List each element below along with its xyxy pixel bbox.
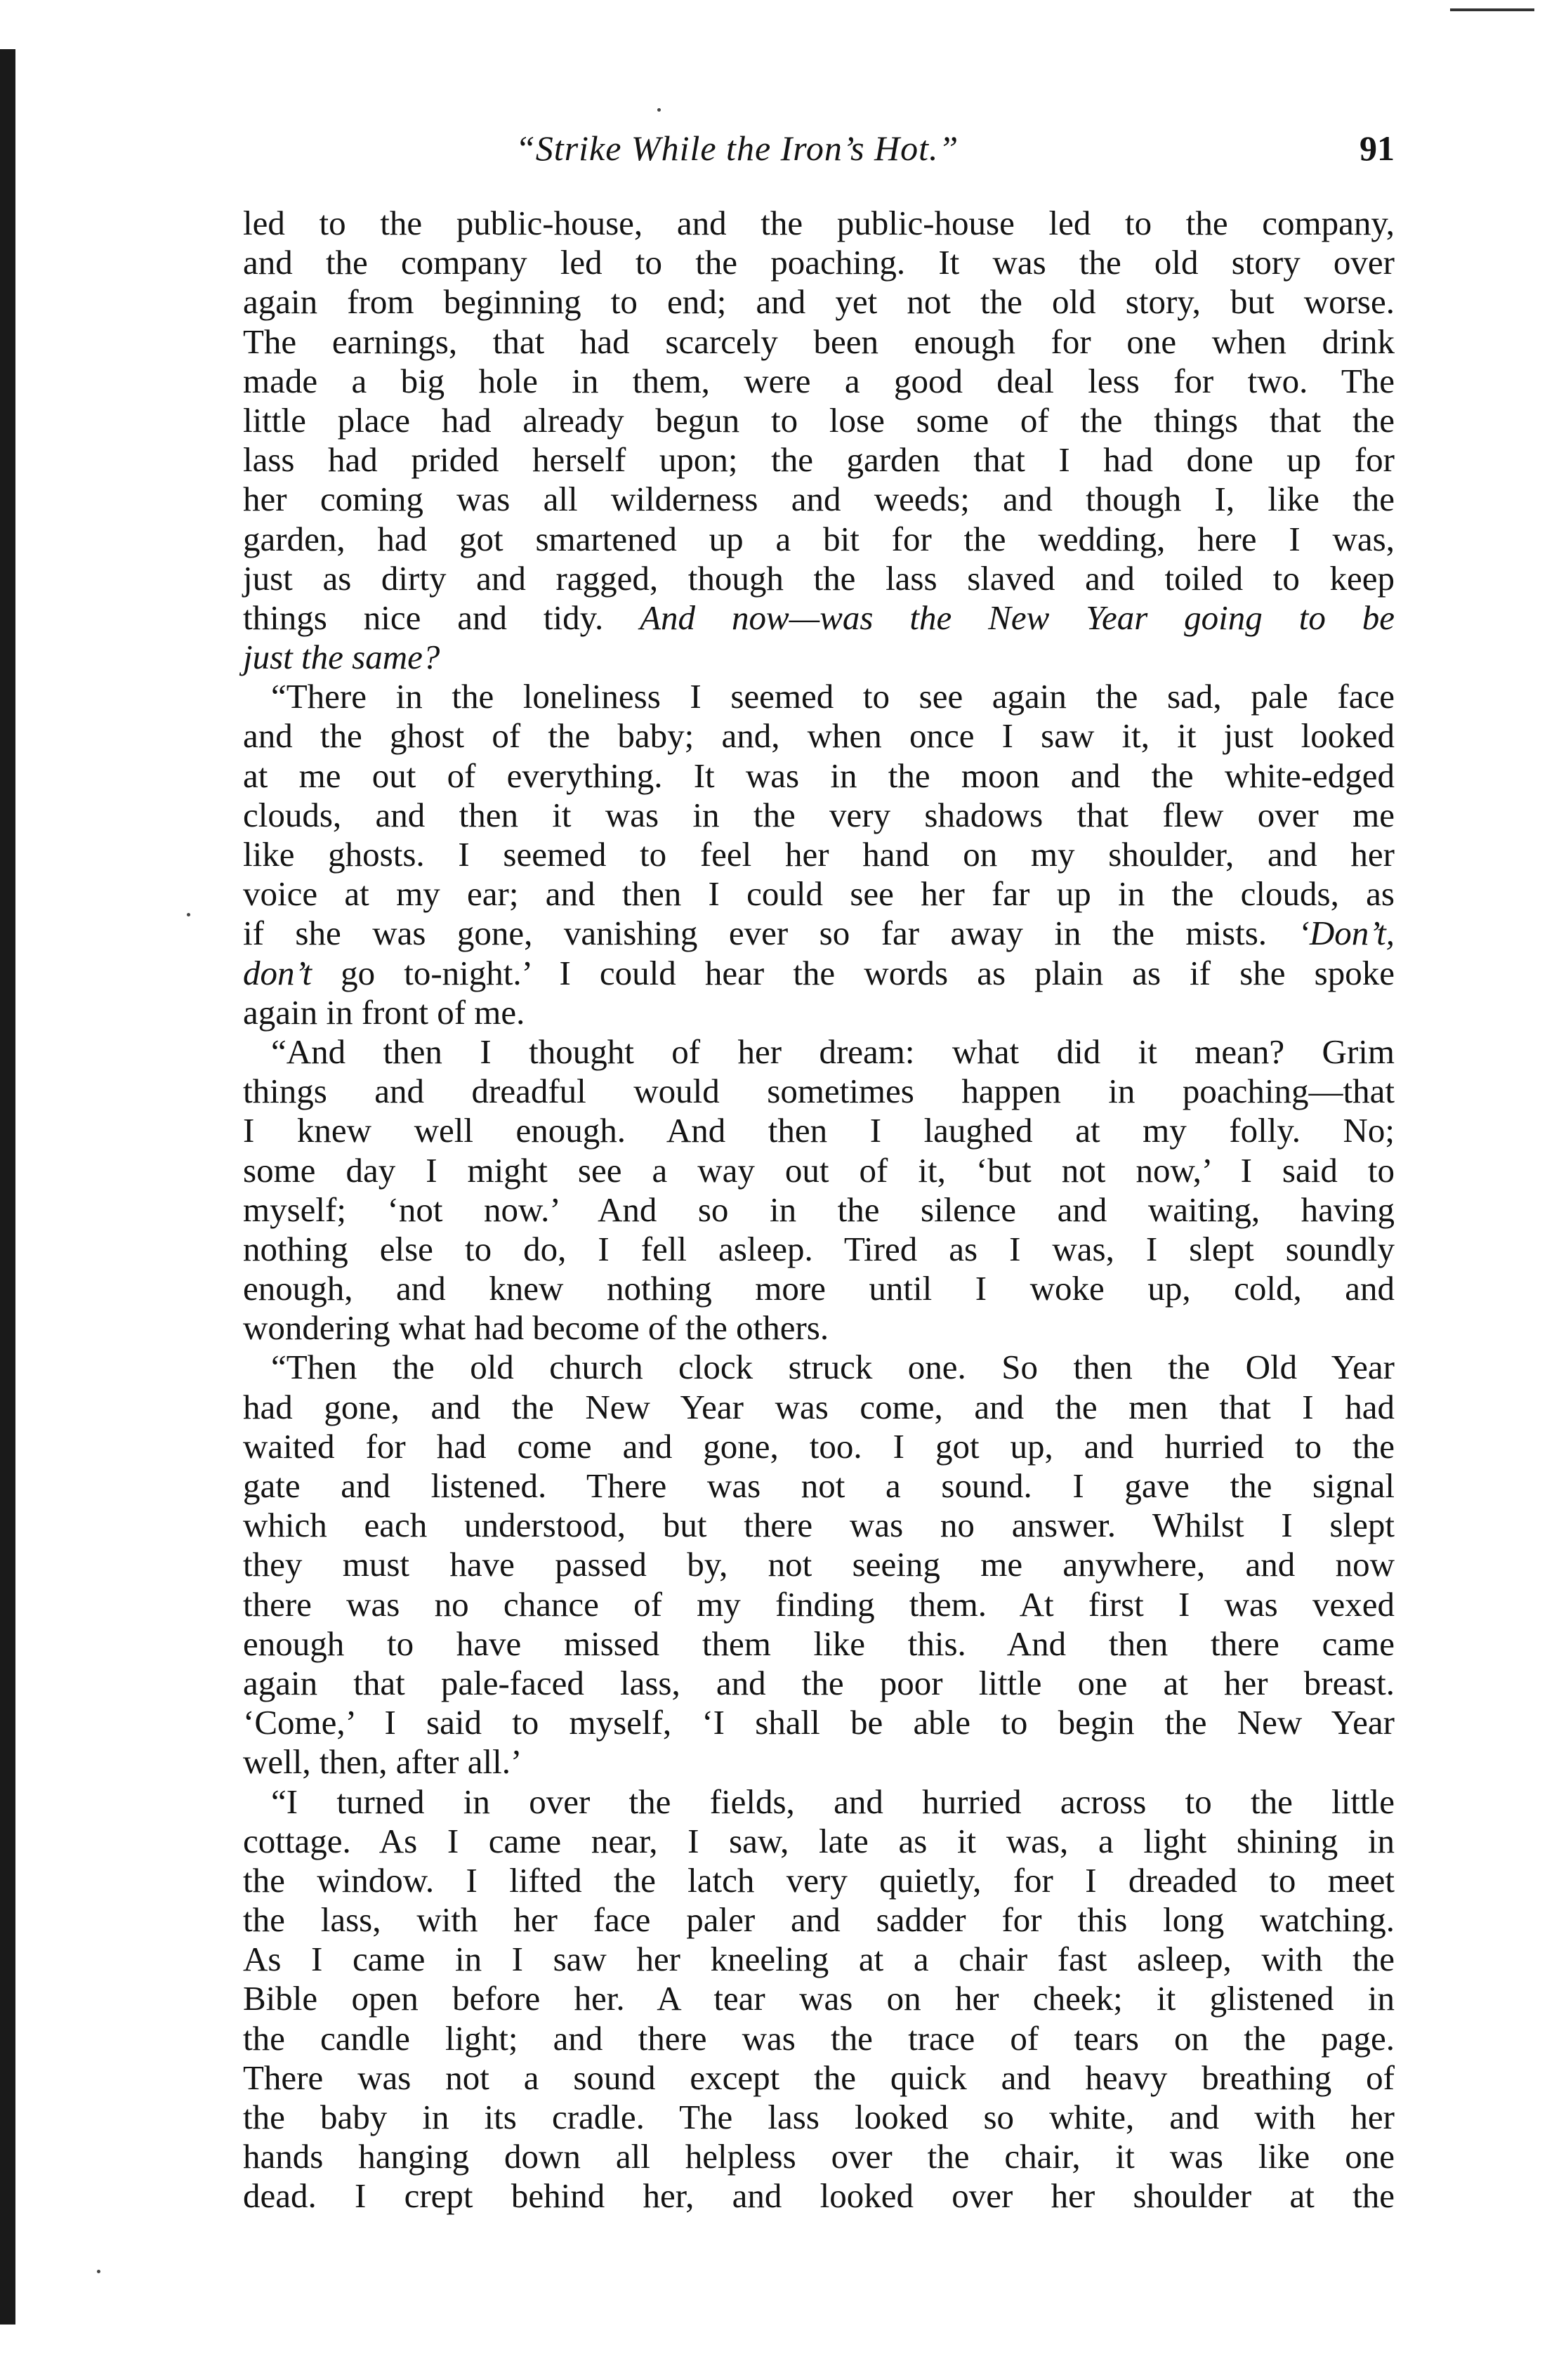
- text-span: her coming was all wilderness and weeds; and though I, like the: [243, 480, 1395, 519]
- text-line: [243, 1111, 1395, 1150]
- text-span: at me out of everything. It was in the moon and the white-edged: [243, 756, 1395, 795]
- text-span: Bible open before her. A tear was on her cheek; it glistened in: [243, 1979, 1395, 2018]
- text-line: [243, 1624, 1395, 1664]
- text-line: [243, 1900, 1395, 1940]
- text-span: “I turned in over the fields, and hurried across to the little: [271, 1782, 1395, 1821]
- text-line: [243, 874, 1395, 914]
- italic-span: just the same?: [243, 638, 440, 677]
- text-line: [243, 1979, 1395, 2018]
- text-span: wondering what had become of the others.: [243, 1308, 829, 1348]
- text-line: [243, 243, 1395, 282]
- text-line: [243, 914, 1395, 953]
- text-span: lass had prided herself upon; the garden that I had done up for: [243, 440, 1395, 480]
- text-line: [243, 1466, 1395, 1506]
- text-line: [243, 756, 1395, 796]
- text-line: [243, 1190, 1395, 1230]
- italic-span: ‘Don’t,: [1298, 914, 1395, 953]
- text-line: [243, 1032, 1395, 1072]
- text-line: [243, 1230, 1395, 1269]
- running-title: “Strike While the Iron’s Hot.”: [515, 129, 959, 168]
- text-span: made a big hole in them, were a good deal less for two. The: [243, 361, 1395, 400]
- text-line: [243, 520, 1395, 559]
- text-line: [243, 1545, 1395, 1584]
- text-span: if she was gone, vanishing ever so far away in the mists.: [243, 914, 1298, 953]
- text-span: and the ghost of the baby; and, when once I saw it, it just looked: [243, 716, 1395, 756]
- text-span: had gone, and the New Year was come, and the men that I had: [243, 1387, 1395, 1426]
- page-header: [243, 128, 1395, 177]
- page-spine-edge: [0, 49, 15, 2325]
- text-span: “Then the old church clock struck one. So then the Old Year: [271, 1348, 1395, 1387]
- text-span: they must have passed by, not seeing me anywhere, and now: [243, 1545, 1395, 1584]
- text-span: like ghosts. I seemed to feel her hand on my shoulder, and her: [243, 835, 1395, 874]
- text-span: the baby in its cradle. The lass looked so white, and with her: [243, 2098, 1395, 2136]
- text-line: [243, 1742, 1395, 1782]
- text-span: There was not a sound except the quick and heavy breathing of: [243, 2058, 1395, 2097]
- text-line: [243, 638, 1395, 677]
- text-line: [243, 2058, 1395, 2098]
- text-span: enough to have missed them like this. And then there came: [243, 1624, 1395, 1663]
- top-rule: [1450, 8, 1534, 11]
- text-span: myself; ‘not now.’ And so in the silence and waiting, having: [243, 1190, 1395, 1229]
- body-text: [243, 204, 1395, 2216]
- text-span: go to-night.’ I could hear the words as plain as if she spoke: [312, 953, 1395, 992]
- text-line: [243, 204, 1395, 243]
- text-line: [243, 1072, 1395, 1111]
- text-line: [243, 835, 1395, 874]
- text-span: “There in the loneliness I seemed to see again the sad, pale face: [271, 677, 1395, 716]
- text-span: nothing else to do, I fell asleep. Tired as I was, I slept soundly: [243, 1229, 1395, 1268]
- text-line: [243, 2137, 1395, 2176]
- text-span: As I came in I saw her kneeling at a chair fast asleep, with the: [243, 1940, 1395, 1979]
- text-line: [243, 677, 1395, 716]
- text-span: the candle light; and there was the trace of tears on the page.: [243, 2018, 1395, 2058]
- text-line: [243, 2019, 1395, 2058]
- text-span: cottage. As I came near, I saw, late as it was, a light shining in: [243, 1821, 1395, 1860]
- italic-span: don’t: [243, 953, 312, 992]
- text-span: again in front of me.: [243, 992, 525, 1032]
- text-line: [243, 401, 1395, 440]
- text-line: [243, 1348, 1395, 1387]
- speck: [97, 2270, 100, 2273]
- page-number: 91: [1360, 129, 1395, 168]
- text-span: dead. I crept behind her, and looked over her shoulder at the: [243, 2176, 1395, 2216]
- text-line: [243, 1506, 1395, 1545]
- text-span: clouds, and then it was in the very shadows that flew over me: [243, 795, 1395, 834]
- text-span: things and dreadful would sometimes happen in poaching—that: [243, 1072, 1395, 1111]
- text-line: [243, 282, 1395, 322]
- text-line: [243, 1703, 1395, 1742]
- text-span: I knew well enough. And then I laughed at my folly. No;: [243, 1111, 1395, 1150]
- text-line: [243, 2098, 1395, 2137]
- text-span: things nice and tidy.: [243, 598, 640, 637]
- text-line: [243, 993, 1395, 1032]
- text-span: which each understood, but there was no answer. Whilst I slept: [243, 1506, 1395, 1545]
- text-line: [243, 796, 1395, 835]
- text-span: again that pale-faced lass, and the poor little one at her breast.: [243, 1663, 1395, 1702]
- speck: [657, 108, 661, 112]
- text-line: [243, 1585, 1395, 1624]
- text-span: well, then, after all.’: [243, 1742, 522, 1782]
- text-span: voice at my ear; and then I could see her far up in the clouds, as: [243, 874, 1395, 914]
- text-line: [243, 1151, 1395, 1190]
- text-line: [243, 716, 1395, 756]
- text-span: led to the public-house, and the public-house led to the company,: [243, 204, 1395, 242]
- text-line: [243, 1782, 1395, 1822]
- text-span: waited for had come and gone, too. I got up, and hurried to the: [243, 1426, 1395, 1466]
- text-line: [243, 598, 1395, 638]
- text-line: [243, 1861, 1395, 1900]
- text-span: the window. I lifted the latch very quietly, for I dreaded to meet: [243, 1860, 1395, 1900]
- text-line: [243, 1269, 1395, 1308]
- text-span: and the company led to the poaching. It was the old story over: [243, 243, 1395, 282]
- text-line: [243, 1427, 1395, 1466]
- text-line: [243, 1388, 1395, 1427]
- text-line: [243, 954, 1395, 993]
- text-span: garden, had got smartened up a bit for the wedding, here I was,: [243, 519, 1395, 558]
- text-line: [243, 440, 1395, 480]
- text-span: The earnings, that had scarcely been enough for one when drink: [243, 322, 1395, 361]
- text-line: [243, 559, 1395, 598]
- text-span: the lass, with her face paler and sadder for this long watching.: [243, 1900, 1395, 1940]
- text-span: “And then I thought of her dream: what did it mean? Grim: [271, 1032, 1395, 1071]
- text-span: again from beginning to end; and yet not the old story, but worse.: [243, 282, 1395, 322]
- text-line: [243, 1822, 1395, 1861]
- text-line: [243, 480, 1395, 519]
- speck: [187, 913, 190, 916]
- text-span: just as dirty and ragged, though the lass slaved and toiled to keep: [243, 558, 1395, 598]
- text-line: [243, 2176, 1395, 2216]
- text-span: there was no chance of my finding them. At first I was vexed: [243, 1584, 1395, 1624]
- text-span: gate and listened. There was not a sound. I gave the signal: [243, 1466, 1395, 1505]
- text-line: [243, 362, 1395, 401]
- text-line: [243, 1940, 1395, 1979]
- italic-span: And now—was the New Year going to be: [640, 598, 1395, 637]
- text-span: hands hanging down all helpless over the chair, it was like one: [243, 2137, 1395, 2176]
- text-line: [243, 1308, 1395, 1348]
- text-span: little place had already begun to lose some of the things that the: [243, 400, 1395, 440]
- text-span: enough, and knew nothing more until I woke up, cold, and: [243, 1269, 1395, 1308]
- text-span: some day I might see a way out of it, ‘but not now,’ I said to: [243, 1150, 1395, 1190]
- text-span: ‘Come,’ I said to myself, ‘I shall be able to begin the New Year: [243, 1703, 1395, 1742]
- text-line: [243, 1664, 1395, 1703]
- text-line: [243, 322, 1395, 362]
